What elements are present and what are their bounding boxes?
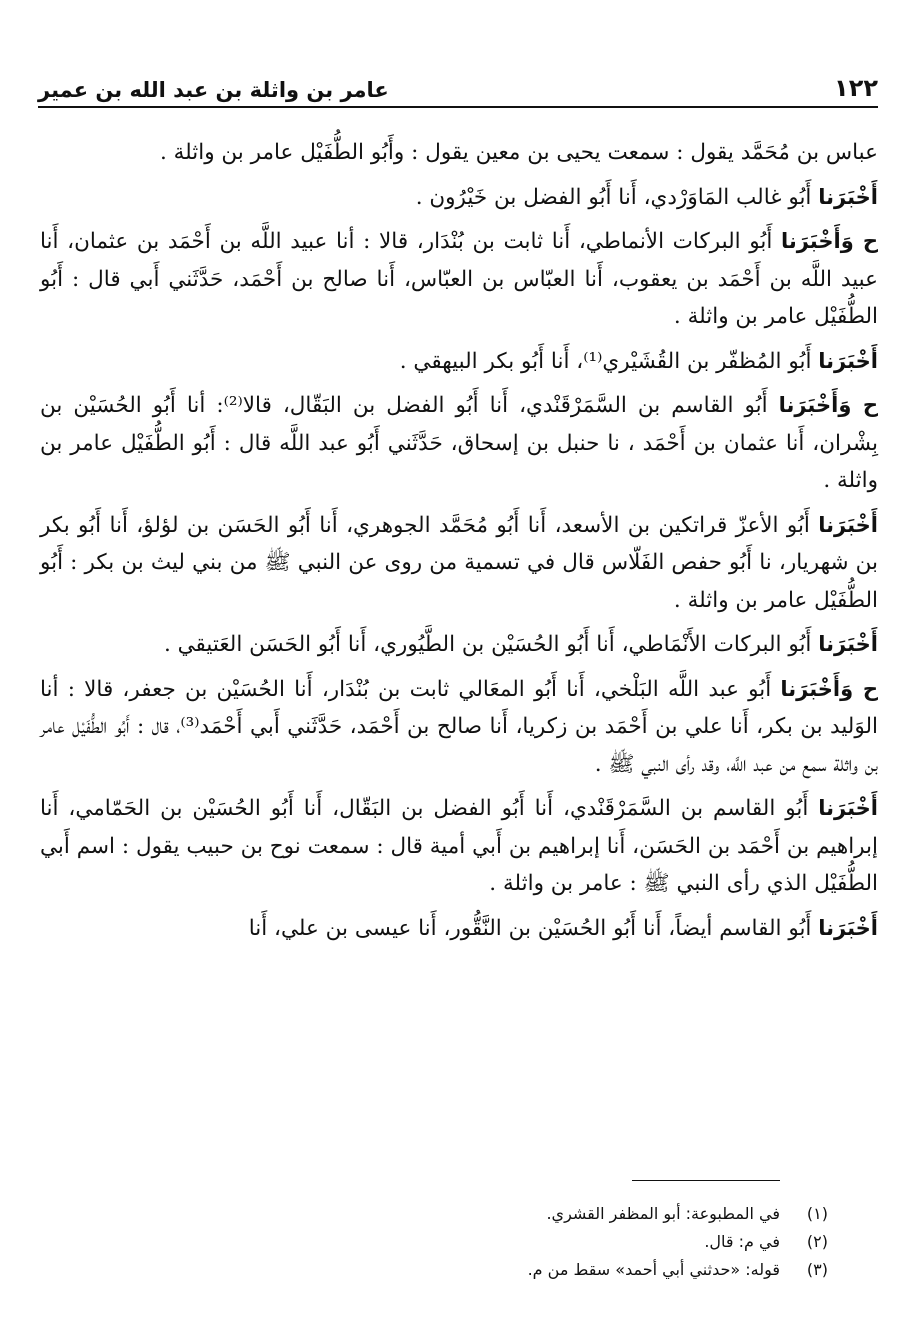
footnotes <box>40 1200 828 1284</box>
page-header <box>38 62 878 102</box>
page-number: ١٢٢ <box>834 74 878 102</box>
paragraph <box>40 790 878 903</box>
paragraph-text: أَبُو القاسم بن السَّمَرْقَنْدي، أَنا أَبُو الفضل بن البَقّال، قالا⁽²⁾: أنا أَبُو الحُسَيْن بن بِشْران، أَنا عثمان بن أَحْمَد ، نا حنبل بن إسحاق، حَدَّثَني أَبُو عبد اللَّه قال : أَبُو الطُّفَيْل عامر بن واثلة . <box>40 393 878 493</box>
paragraph-lead: أَخْبَرَنا <box>818 796 878 820</box>
paragraph <box>40 179 878 217</box>
footnote-rule <box>632 1180 780 1181</box>
footnote-number: (١) <box>806 1204 828 1223</box>
paragraph-lead: ح وَأَخْبَرَنا <box>780 229 879 253</box>
paragraph <box>40 626 878 664</box>
body-text <box>40 134 878 954</box>
footnote <box>40 1228 828 1256</box>
footnote-number: (٢) <box>806 1232 828 1251</box>
paragraph-lead: ح وَأَخْبَرَنا <box>778 393 878 417</box>
footnote-text: في م: قال. <box>704 1232 780 1251</box>
paragraph-text: أَبُو المُظفّر بن القُشَيْري⁽¹⁾، أَنا أَبُو بكر البيهقي . <box>399 348 819 374</box>
paragraph-text: أَبُو القاسم أيضاً، أَنا أَبُو الحُسَيْن بن النَّقُّور، أَنا عيسى بن علي، أَنا <box>248 915 819 941</box>
paragraph-lead: أَخْبَرَنا <box>818 512 878 537</box>
paragraph-text: أَبُو البركات الأَنْمَاطي، أَنا أَبُو الحُسَيْن بن الطَّيُوري، أَنا أَبُو الحَسَن العَتيقي . <box>163 632 819 657</box>
paragraph-text: أَبُو القاسم بن السَّمَرْقَنْدي، أَنا أَبُو الفضل بن البَقّال، أَنا أَبُو الحُسَيْن بن الحَمّامي، أَنا إبراهيم بن أَحْمَد بن الحَسَن، أَنا إبراهيم بن أَبي أمية قال : سمعت نوح بن حبيب يقول : اسم أَبي الطُّفَيْل الذي رأى النبي ﷺ : عامر بن واثلة . <box>40 796 878 896</box>
paragraph-text: أَبُو غالب المَاوَرْدي، أَنا أَبُو الفضل بن خَيْرُون . <box>415 184 819 210</box>
paragraph <box>40 671 878 784</box>
footnote-text: قوله: «حدثني أبي أحمد» سقط من م. <box>527 1260 780 1279</box>
footnote-text: في المطبوعة: أبو المظفر القشري. <box>546 1204 780 1223</box>
paragraph-lead: أَخْبَرَنا <box>818 915 878 940</box>
paragraph-text: أَبُو البركات الأنماطي، أَنا ثابت بن بُنْدَار، قالا : أنا عبيد اللَّه بن أَحْمَد بن عثمان، أَنا عبيد اللَّه بن أَحْمَد بن يعقوب، أَنا العبّاس بن العبّاس، أَنا صالح بن أَحْمَد، حَدَّثَني أَبي قال : أَبُو الطُّفَيْل عامر بن واثلة . <box>40 229 878 329</box>
paragraph-lead: أَخْبَرَنا <box>818 184 878 209</box>
paragraph-lead: ح وَأَخْبَرَنا <box>780 676 878 701</box>
paragraph <box>40 223 878 336</box>
paragraph <box>40 134 878 172</box>
paragraph <box>40 387 878 500</box>
paragraph <box>40 343 878 381</box>
paragraph-lead: أَخْبَرَنا <box>818 348 878 373</box>
paragraph <box>40 507 878 620</box>
paragraph <box>40 910 878 948</box>
footnote <box>40 1256 828 1284</box>
paragraph-text: أَبُو عبد اللَّه البَلْخي، أَنا أَبُو المعَالي ثابت بن بُنْدَار، أَنا الحُسَيْن بن جعفر، قالا : أنا الوَليد بن بكر، أَنا علي بن أَحْمَد بن زكريا، أَنا صالح بن أَحْمَد، حَدَّثَني أَبي أَحْمَد⁽³⁾، قال : أَبُو الطُّفَيْل عامر بن واثلة سمع من عبد اللَّه، وقد رأى النبي ﷺ . <box>40 676 878 777</box>
paragraph-lead: أَخْبَرَنا <box>818 632 878 656</box>
footnote <box>40 1200 828 1228</box>
header-rule <box>38 106 878 108</box>
footnote-number: (٣) <box>806 1260 828 1279</box>
running-title: عامر بن واثلة بن عبد الله بن عمير <box>38 78 389 102</box>
paragraph-text: أَبُو الأعزّ قراتكين بن الأسعد، أَنا أَبُو مُحَمَّد الجوهري، أَنا أَبُو الحَسَن بن لؤلؤ، أَنا أَبُو بكر بن شهريار، نا أَبُو حفص الفَلّاس قال في تسمية من روى عن النبي ﷺ من بني ليث بن بكر : أَبُو الطُّفَيْل عامر بن واثلة . <box>40 512 878 613</box>
paragraph-text: عباس بن مُحَمَّد يقول : سمعت يحيى بن معين يقول : وأَبُو الطُّفَيْل عامر بن واثلة . <box>159 140 878 165</box>
